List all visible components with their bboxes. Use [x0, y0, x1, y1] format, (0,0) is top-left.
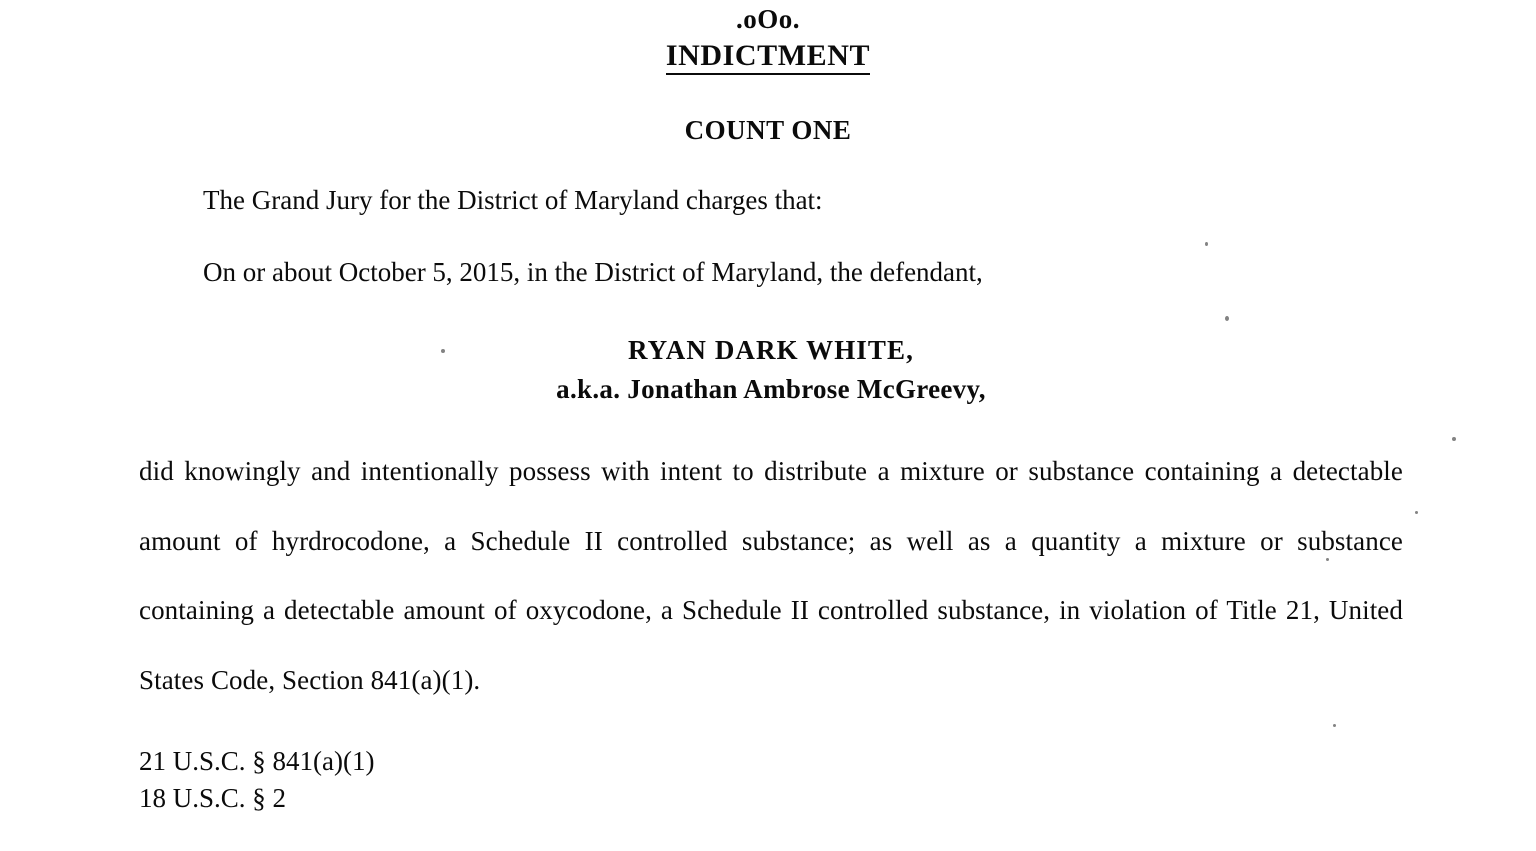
scan-speck	[1333, 724, 1336, 727]
scan-speck	[1452, 437, 1456, 441]
defendant-alias: a.k.a. Jonathan Ambrose McGreevy,	[556, 374, 986, 405]
statute-citations	[139, 743, 1403, 818]
document-page	[0, 6, 1536, 851]
scan-speck	[1326, 558, 1329, 561]
date-clause-paragraph: On or about October 5, 2015, in the District of Maryland, the defendant,	[203, 257, 983, 288]
charge-intro-paragraph: The Grand Jury for the District of Maryland charges that:	[203, 185, 823, 215]
defendant-name: RYAN DARK WHITE,	[628, 334, 914, 365]
statute-citation-1: 21 U.S.C. § 841(a)(1)	[139, 745, 375, 776]
count-heading: COUNT ONE	[684, 115, 852, 145]
ornament-divider: .oOo.	[735, 4, 800, 34]
scan-speck	[1205, 242, 1208, 246]
scan-speck	[1415, 511, 1418, 514]
document-title	[0, 39, 1536, 73]
scan-speck	[441, 349, 445, 353]
scan-speck	[1225, 316, 1229, 321]
statute-citation-2: 18 U.S.C. § 2	[139, 783, 287, 814]
document-body	[133, 182, 1403, 817]
defendant-block	[139, 331, 1403, 409]
document-title-text: INDICTMENT	[666, 39, 870, 75]
allegation-paragraph: did knowingly and intentionally possess with intent to distribute a mixture or substance containing a detectable amount of hyrdrocodone, a Schedule II controlled substance; as well as a quantity a mixture or substance containing a detectable amount of oxycodone, a Schedule II controlled substance, in violation of Title 21, United States Code, Section 841(a)(1).	[139, 456, 1403, 696]
